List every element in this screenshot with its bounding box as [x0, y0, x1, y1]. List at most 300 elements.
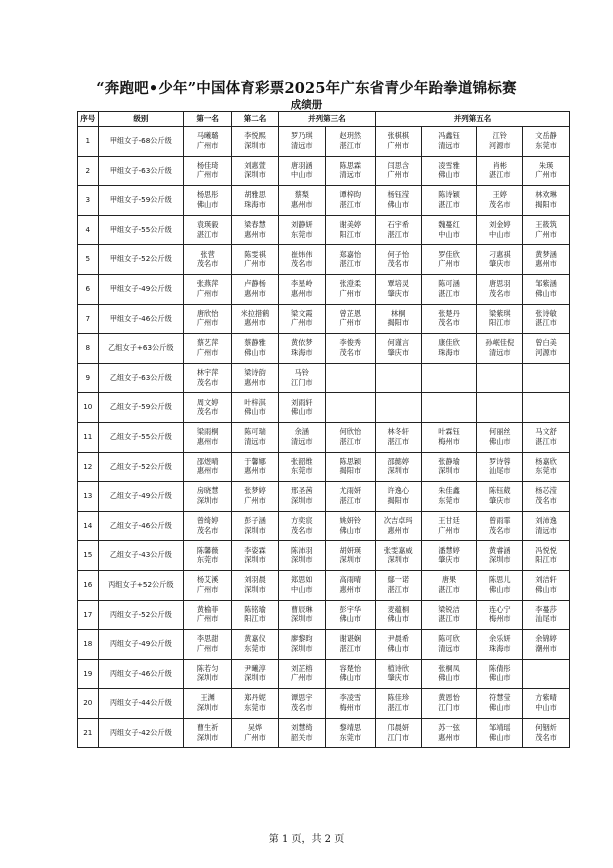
athlete-name: 罗佳欣: [438, 249, 460, 259]
athlete-name: 余乐妍: [489, 634, 511, 644]
placement-cell: [325, 393, 375, 423]
row-number: 18: [78, 630, 99, 660]
athlete-name: 米拉措鹤: [240, 308, 270, 318]
athlete-name: 刘洁轩: [535, 575, 557, 585]
placement-cell: [325, 570, 375, 600]
athlete-city: 深圳市: [339, 555, 362, 565]
placement-cell: [278, 304, 325, 334]
header-seq: 序号: [78, 112, 99, 127]
athlete-city: 深圳市: [196, 673, 219, 683]
athlete-city: 茂名市: [196, 525, 219, 535]
weight-category: 乙组女子-59公斤级: [98, 393, 184, 423]
placement-cell: [278, 452, 325, 482]
athlete-name: 肖彬: [492, 160, 507, 170]
athlete-name: 李凌雪: [339, 693, 362, 703]
athlete-name: 冯悦悦: [535, 545, 557, 555]
athlete-city: 惠州市: [291, 288, 313, 298]
athlete-name: 陈佳珍: [387, 693, 410, 703]
header-second: 第二名: [232, 112, 279, 127]
athlete-name: 曾雨霏: [489, 515, 511, 525]
athlete-city: 阳江市: [535, 555, 557, 565]
athlete-name: 唐羽涵: [291, 160, 313, 170]
athlete-name: 李姿霖: [244, 545, 266, 555]
placement-cell: [421, 511, 477, 541]
placement-cell: [325, 127, 375, 157]
athlete-name: 唐思羽: [489, 279, 511, 289]
placement-cell: [421, 334, 477, 364]
placement-cell: [232, 363, 279, 393]
placement-cell: [184, 689, 232, 719]
table-row: [78, 718, 570, 748]
athlete-name: 杨钰滢: [387, 190, 410, 200]
placement-cell: [477, 511, 523, 541]
athlete-city: 湛江市: [387, 703, 410, 713]
athlete-city: 东莞市: [291, 466, 313, 476]
table-row: [78, 600, 570, 630]
placement-cell: [232, 156, 279, 186]
athlete-city: 佛山市: [489, 584, 511, 594]
athlete-city: 广州市: [339, 288, 362, 298]
athlete-name: 刘金婷: [489, 219, 511, 229]
placement-cell: [421, 659, 477, 689]
athlete-name: 李蔓莎: [535, 604, 557, 614]
athlete-city: 惠州市: [438, 732, 460, 742]
placement-cell: [523, 156, 570, 186]
weight-category: 甲组女子-63公斤级: [98, 156, 184, 186]
placement-cell: [184, 659, 232, 689]
athlete-city: 惠州市: [291, 199, 313, 209]
placement-cell: [375, 304, 421, 334]
athlete-city: 深圳市: [244, 584, 266, 594]
athlete-city: 韶关市: [291, 732, 313, 742]
placement-cell: [184, 570, 232, 600]
placement-cell: [523, 304, 570, 334]
athlete-name: 林宇萍: [196, 367, 219, 377]
placement-cell: [477, 659, 523, 689]
athlete-city: 湛江市: [339, 199, 362, 209]
weight-category: 乙组女子-43公斤级: [98, 541, 184, 571]
athlete-name: 姚妍铃: [339, 515, 362, 525]
athlete-city: 中山市: [489, 229, 511, 239]
athlete-name: 尤雨妍: [339, 486, 362, 496]
athlete-city: 佛山市: [244, 407, 266, 417]
placement-cell: [184, 422, 232, 452]
table-header-row: [78, 112, 570, 127]
table-row: [78, 304, 570, 334]
placement-cell: [325, 422, 375, 452]
athlete-name: 王婷: [492, 190, 507, 200]
placement-cell: [523, 570, 570, 600]
placement-cell: [184, 156, 232, 186]
placement-cell: [325, 600, 375, 630]
athlete-name: 张桐凤: [438, 663, 460, 673]
table-row: [78, 422, 570, 452]
weight-category: 乙组女子-63公斤级: [98, 363, 184, 393]
athlete-name: 黄梦涵: [535, 249, 557, 259]
athlete-city: 深圳市: [244, 673, 266, 683]
athlete-city: 深圳市: [291, 643, 313, 653]
athlete-name: 邵懿婷: [387, 456, 410, 466]
placement-cell: [278, 541, 325, 571]
athlete-name: 郑丹妮: [244, 693, 266, 703]
athlete-name: 张燕萍: [196, 279, 219, 289]
placement-cell: [375, 422, 421, 452]
athlete-city: 揭阳市: [339, 466, 362, 476]
athlete-city: 潮州市: [535, 643, 557, 653]
row-number: 21: [78, 718, 99, 748]
row-number: 3: [78, 186, 99, 216]
table-row: [78, 186, 570, 216]
athlete-city: 惠州市: [535, 259, 557, 269]
athlete-name: 彭子涵: [244, 515, 266, 525]
athlete-city: 湛江市: [387, 584, 410, 594]
athlete-city: 深圳市: [196, 732, 219, 742]
athlete-name: 梁紫琪: [489, 308, 511, 318]
athlete-city: 珠海市: [291, 347, 313, 357]
athlete-name: 连心宁: [489, 604, 511, 614]
placement-cell: [375, 215, 421, 245]
athlete-name: 黄依梦: [291, 338, 313, 348]
athlete-city: 湛江市: [438, 288, 460, 298]
athlete-name: 梁雨桐: [196, 427, 219, 437]
athlete-name: 马铃: [294, 367, 309, 377]
placement-cell: [421, 215, 477, 245]
placement-cell: [232, 422, 279, 452]
placement-cell: [477, 482, 523, 512]
placement-cell: [375, 393, 421, 423]
placement-cell: [421, 452, 477, 482]
placement-cell: [421, 630, 477, 660]
placement-cell: [523, 363, 570, 393]
athlete-name: 高雨晴: [339, 575, 362, 585]
placement-cell: [523, 127, 570, 157]
athlete-city: 东莞市: [438, 495, 460, 505]
athlete-name: 谢美婷: [339, 219, 362, 229]
table-row: [78, 511, 570, 541]
row-number: 10: [78, 393, 99, 423]
athlete-name: 黄嘉仪: [244, 634, 266, 644]
row-number: 16: [78, 570, 99, 600]
athlete-name: 罗乃琪: [291, 131, 313, 141]
table-row: [78, 215, 570, 245]
table-row: [78, 127, 570, 157]
athlete-name: 杨芯滢: [535, 486, 557, 496]
athlete-city: 湛江市: [339, 259, 362, 269]
athlete-name: 房晓慧: [196, 486, 219, 496]
athlete-name: 覃培灵: [387, 279, 410, 289]
placement-cell: [477, 452, 523, 482]
athlete-city: 佛山市: [387, 614, 410, 624]
placement-cell: [278, 511, 325, 541]
athlete-name: 张诗敏: [535, 308, 557, 318]
athlete-city: 深圳市: [438, 466, 460, 476]
athlete-city: 江门市: [291, 377, 313, 387]
athlete-name: 梁诗韵: [244, 367, 266, 377]
placement-cell: [184, 541, 232, 571]
athlete-city: 茂名市: [535, 495, 557, 505]
placement-cell: [477, 393, 523, 423]
athlete-name: 曹辰琳: [291, 604, 313, 614]
placement-cell: [375, 186, 421, 216]
athlete-city: 汕尾市: [489, 466, 511, 476]
athlete-name: 符慧莹: [489, 693, 511, 703]
placement-cell: [477, 245, 523, 275]
athlete-name: 刘雨轩: [291, 397, 313, 407]
placement-cell: [325, 541, 375, 571]
athlete-name: 叶霖钰: [438, 427, 460, 437]
weight-category: 甲组女子-68公斤级: [98, 127, 184, 157]
athlete-name: 朱瑛: [538, 160, 554, 170]
athlete-name: 王筱筑: [535, 219, 557, 229]
placement-cell: [477, 334, 523, 364]
athlete-city: 广州市: [196, 288, 219, 298]
athlete-city: 东莞市: [244, 703, 266, 713]
placement-cell: [421, 127, 477, 157]
placement-cell: [232, 452, 279, 482]
page-title: “奔跑吧•少年”中国体育彩票2025年广东省青少年跆拳道锦标赛: [96, 80, 517, 97]
placement-cell: [523, 630, 570, 660]
placement-cell: [477, 570, 523, 600]
athlete-name: 胡妍瑛: [339, 545, 362, 555]
placement-cell: [232, 541, 279, 571]
athlete-city: 茂名市: [387, 259, 410, 269]
row-number: 8: [78, 334, 99, 364]
athlete-city: 肇庆市: [438, 555, 460, 565]
athlete-city: 佛山市: [535, 288, 557, 298]
athlete-name: 陈馨薇: [196, 545, 219, 555]
row-number: 7: [78, 304, 99, 334]
row-number: 15: [78, 541, 99, 571]
athlete-city: 湛江市: [438, 584, 460, 594]
athlete-name: 谢谌娴: [339, 634, 362, 644]
placement-cell: [523, 452, 570, 482]
header-third: 并列第三名: [278, 112, 375, 127]
athlete-name: 陈思霖: [339, 160, 362, 170]
table-row: [78, 245, 570, 275]
athlete-name: 吴烨: [247, 723, 263, 733]
table-row: [78, 274, 570, 304]
athlete-city: 广州市: [387, 170, 410, 180]
placement-cell: [325, 245, 375, 275]
row-number: 12: [78, 452, 99, 482]
athlete-name: 尹晨希: [387, 634, 410, 644]
table-row: [78, 482, 570, 512]
athlete-city: 肇庆市: [387, 347, 410, 357]
athlete-city: 珠海市: [489, 643, 511, 653]
athlete-city: 湛江市: [535, 436, 557, 446]
athlete-name: 赵玥然: [339, 131, 362, 141]
weight-category: 丙组女子+52公斤级: [98, 570, 184, 600]
athlete-name: 潘慧婷: [438, 545, 460, 555]
placement-cell: [278, 393, 325, 423]
athlete-city: 茂名市: [196, 407, 219, 417]
placement-cell: [278, 689, 325, 719]
athlete-city: 肇庆市: [387, 288, 410, 298]
athlete-city: 清远市: [291, 436, 313, 446]
athlete-city: 肇庆市: [489, 259, 511, 269]
row-number: 4: [78, 215, 99, 245]
placement-cell: [523, 186, 570, 216]
athlete-city: 阳江市: [244, 614, 266, 624]
athlete-name: 杨佳琦: [196, 160, 219, 170]
athlete-city: 湛江市: [489, 170, 511, 180]
weight-category: 甲组女子-52公斤级: [98, 245, 184, 275]
weight-category: 甲组女子-49公斤级: [98, 274, 184, 304]
athlete-name: 凌雪雅: [438, 160, 460, 170]
athlete-city: 湛江市: [339, 436, 362, 446]
row-number: 19: [78, 659, 99, 689]
placement-cell: [232, 689, 279, 719]
athlete-city: 佛山市: [438, 673, 460, 683]
athlete-name: 麦蕴桐: [387, 604, 410, 614]
athlete-city: 梅州市: [339, 703, 362, 713]
athlete-name: 罗诗蓉: [489, 456, 511, 466]
athlete-name: 许逸心: [387, 486, 410, 496]
athlete-city: 珠海市: [438, 347, 460, 357]
placement-cell: [375, 541, 421, 571]
placement-cell: [232, 482, 279, 512]
athlete-city: 深圳市: [489, 555, 511, 565]
row-number: 9: [78, 363, 99, 393]
placement-cell: [523, 718, 570, 748]
placement-cell: [477, 156, 523, 186]
athlete-city: 广州市: [535, 170, 557, 180]
athlete-city: 佛山市: [339, 525, 362, 535]
athlete-name: 陈铭瑜: [244, 604, 266, 614]
athlete-name: 陈可涵: [438, 279, 460, 289]
athlete-city: 广州市: [196, 140, 219, 150]
athlete-city: 广州市: [244, 732, 266, 742]
placement-cell: [325, 334, 375, 364]
athlete-name: 李俊秀: [339, 338, 362, 348]
athlete-city: 广州市: [535, 229, 557, 239]
placement-cell: [477, 422, 523, 452]
athlete-name: 梁春慧: [244, 219, 266, 229]
placement-cell: [184, 393, 232, 423]
athlete-city: 湛江市: [387, 229, 410, 239]
placement-cell: [184, 245, 232, 275]
athlete-name: 陈可瑞: [244, 427, 266, 437]
row-number: 1: [78, 127, 99, 157]
athlete-city: 梅州市: [438, 436, 460, 446]
athlete-name: 江铃: [492, 131, 507, 141]
placement-cell: [232, 659, 279, 689]
placement-cell: [278, 215, 325, 245]
placement-cell: [232, 304, 279, 334]
athlete-city: 深圳市: [244, 525, 266, 535]
placement-cell: [232, 215, 279, 245]
placement-cell: [523, 511, 570, 541]
athlete-name: 唐欣怡: [196, 308, 219, 318]
placement-cell: [421, 482, 477, 512]
athlete-name: 林桐: [391, 308, 406, 318]
athlete-city: 茂名市: [489, 525, 511, 535]
athlete-name: 李悦熙: [244, 131, 266, 141]
table-row: [78, 334, 570, 364]
placement-cell: [232, 245, 279, 275]
athlete-city: 惠州市: [244, 318, 266, 328]
athlete-name: 邢圣茜: [291, 486, 313, 496]
athlete-name: 袁瑛毅: [196, 219, 219, 229]
athlete-name: 王渊: [200, 693, 215, 703]
athlete-city: 深圳市: [244, 170, 266, 180]
placement-cell: [375, 600, 421, 630]
athlete-city: 湛江市: [438, 614, 460, 624]
table-row: [78, 689, 570, 719]
athlete-name: 刁惠祺: [489, 249, 511, 259]
athlete-name: 孙岷佳倪: [485, 338, 515, 348]
placement-cell: [477, 274, 523, 304]
athlete-city: 佛山市: [339, 673, 362, 683]
athlete-city: 广州市: [196, 584, 219, 594]
athlete-city: 惠州市: [387, 525, 410, 535]
athlete-city: 东莞市: [244, 643, 266, 653]
athlete-city: 广州市: [196, 318, 219, 328]
athlete-city: 湛江市: [339, 140, 362, 150]
athlete-name: 容楚怡: [339, 663, 362, 673]
row-number: 14: [78, 511, 99, 541]
athlete-city: 深圳市: [291, 495, 313, 505]
athlete-city: 惠州市: [244, 377, 266, 387]
athlete-name: 曹生祈: [196, 723, 219, 733]
placement-cell: [232, 334, 279, 364]
placement-cell: [278, 600, 325, 630]
placement-cell: [278, 245, 325, 275]
athlete-name: 黄榆菲: [196, 604, 219, 614]
athlete-city: 茂名市: [535, 732, 557, 742]
athlete-city: 佛山市: [339, 614, 362, 624]
athlete-city: 佛山市: [489, 673, 511, 683]
athlete-city: 清远市: [535, 525, 557, 535]
athlete-city: 江门市: [438, 703, 460, 713]
placement-cell: [375, 363, 421, 393]
weight-category: 乙组女子-46公斤级: [98, 511, 184, 541]
placement-cell: [421, 304, 477, 334]
placement-cell: [477, 541, 523, 571]
athlete-city: 东莞市: [196, 555, 219, 565]
athlete-city: 湛江市: [387, 436, 410, 446]
placement-cell: [523, 659, 570, 689]
athlete-city: 茂名市: [339, 347, 362, 357]
athlete-name: 林冬轩: [387, 427, 410, 437]
placement-cell: [375, 630, 421, 660]
athlete-name: 陈钰葳: [489, 486, 511, 496]
athlete-city: 阳江市: [489, 318, 511, 328]
athlete-name: 陈思颖: [339, 456, 362, 466]
athlete-name: 曾芷恩: [339, 308, 362, 318]
placement-cell: [184, 215, 232, 245]
placement-cell: [278, 630, 325, 660]
placement-cell: [325, 511, 375, 541]
placement-cell: [184, 482, 232, 512]
placement-cell: [421, 570, 477, 600]
placement-cell: [477, 600, 523, 630]
placement-cell: [184, 334, 232, 364]
placement-cell: [375, 689, 421, 719]
placement-cell: [421, 600, 477, 630]
athlete-city: 东莞市: [535, 466, 557, 476]
athlete-name: 陈沛羽: [291, 545, 313, 555]
placement-cell: [232, 570, 279, 600]
header-category: 级别: [98, 112, 184, 127]
placement-cell: [421, 689, 477, 719]
placement-cell: [421, 422, 477, 452]
athlete-name: 苏一弦: [438, 723, 460, 733]
weight-category: 甲组女子-55公斤级: [98, 215, 184, 245]
athlete-city: 阳江市: [339, 229, 362, 239]
athlete-name: 郑嘉怡: [339, 249, 362, 259]
athlete-city: 佛山市: [489, 436, 511, 446]
